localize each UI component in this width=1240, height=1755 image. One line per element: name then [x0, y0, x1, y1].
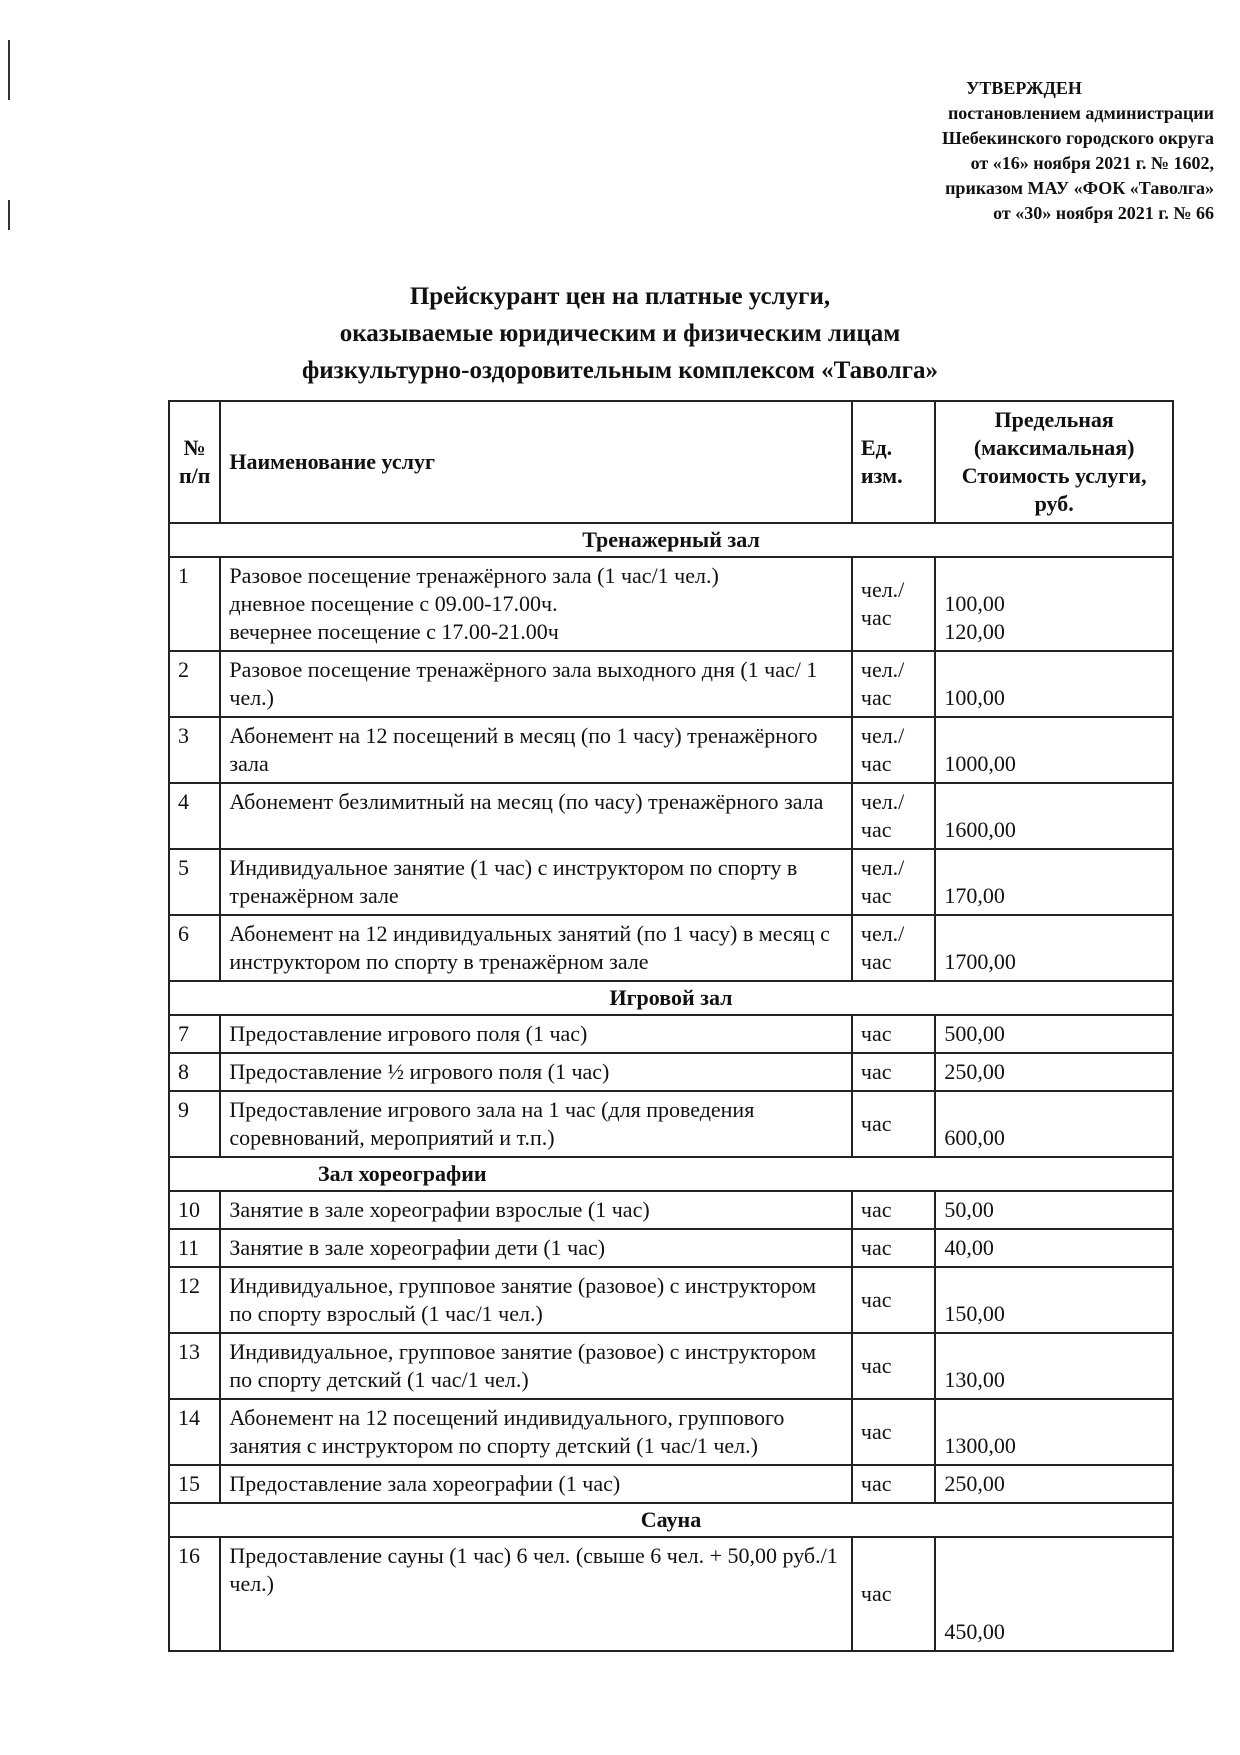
service-name-line: Разовое посещение тренажёрного зала (1 час/1 чел.): [229, 563, 719, 588]
service-name-line: вечернее посещение с 17.00-21.00ч: [229, 619, 559, 644]
service-price: [935, 849, 1173, 915]
table-row: [169, 717, 1173, 783]
price-value: 1300,00: [944, 1433, 1016, 1458]
row-number: 10: [169, 1191, 220, 1229]
unit-of-measure: чел./ час: [852, 717, 935, 783]
price-value: 250,00: [944, 1059, 1005, 1084]
service-price: [935, 1399, 1173, 1465]
price-value: 150,00: [944, 1301, 1005, 1326]
price-value: 100,00: [944, 685, 1005, 710]
service-name-line: Предоставление сауны (1 час) 6 чел. (свыше 6 чел. + 50,00 руб./1 чел.): [229, 1543, 838, 1596]
service-name: [220, 783, 852, 849]
table-row: [169, 1465, 1173, 1503]
section-row: [169, 1503, 1173, 1537]
service-price: [935, 651, 1173, 717]
scan-margin-mark: [8, 200, 10, 230]
document-title: [0, 278, 1240, 389]
section-row: [169, 523, 1173, 557]
service-name-line: Занятие в зале хореографии взрослые (1 час): [229, 1197, 650, 1222]
unit-of-measure: чел./ час: [852, 783, 935, 849]
table-row: [169, 1229, 1173, 1267]
service-name: [220, 1191, 852, 1229]
service-name-line: Предоставление игрового поля (1 час): [229, 1021, 588, 1046]
service-name: [220, 1537, 852, 1651]
table-row: [169, 1091, 1173, 1157]
unit-of-measure: час: [852, 1015, 935, 1053]
unit-of-measure: чел./ час: [852, 651, 935, 717]
approval-line: от «30» ноября 2021 г. № 66: [993, 203, 1214, 223]
table-row: [169, 1191, 1173, 1229]
price-value: 1000,00: [944, 751, 1016, 776]
service-name-line: Абонемент на 12 посещений индивидуального, группового занятия с инструктором по спорту детский (1 час/1 чел.): [229, 1405, 785, 1458]
section-title: Тренажерный зал: [169, 523, 1173, 557]
service-name-line: Абонемент на 12 посещений в месяц (по 1 часу) тренажёрного зала: [229, 723, 818, 776]
unit-of-measure: час: [852, 1091, 935, 1157]
service-price: [935, 1333, 1173, 1399]
service-price: [935, 557, 1173, 651]
price-table: [168, 400, 1174, 1652]
header-price: Предельная (максимальная) Стоимость услуги, руб.: [935, 401, 1173, 523]
service-name: [220, 717, 852, 783]
title-line: физкультурно-оздоровительным комплексом «Таволга»: [301, 357, 939, 384]
service-name-line: Абонемент на 12 индивидуальных занятий (по 1 часу) в месяц с инструктором по спорту в тренажёрном зале: [229, 921, 830, 974]
table-row: [169, 849, 1173, 915]
row-number: 2: [169, 651, 220, 717]
row-number: 1: [169, 557, 220, 651]
service-price: [935, 915, 1173, 981]
table-row: [169, 1333, 1173, 1399]
table-row: [169, 1015, 1173, 1053]
service-price: [935, 1053, 1173, 1091]
approval-line: приказом МАУ «ФОК «Таволга»: [945, 178, 1214, 198]
service-name-line: Абонемент безлимитный на месяц (по часу) тренажёрного зала: [229, 789, 824, 814]
service-name-line: Индивидуальное, групповое занятие (разовое) с инструктором по спорту детский (1 час/1 чел.): [229, 1339, 817, 1392]
table-row: [169, 1267, 1173, 1333]
service-name-line: Разовое посещение тренажёрного зала выходного дня (1 час/ 1 чел.): [229, 657, 818, 710]
service-name-line: Индивидуальное, групповое занятие (разовое) с инструктором по спорту взрослый (1 час/1 чел.): [229, 1273, 817, 1326]
title-line: оказываемые юридическим и физическим лицам: [339, 320, 901, 347]
unit-of-measure: чел./ час: [852, 849, 935, 915]
scan-margin-mark: [8, 40, 10, 100]
header-name: Наименование услуг: [220, 401, 852, 523]
service-name: [220, 1465, 852, 1503]
price-value: 40,00: [944, 1235, 994, 1260]
service-price: [935, 717, 1173, 783]
approval-line: постановлением администрации: [947, 103, 1214, 123]
service-name: [220, 1053, 852, 1091]
table-row: [169, 1053, 1173, 1091]
row-number: 9: [169, 1091, 220, 1157]
service-name-line: Индивидуальное занятие (1 час) с инструктором по спорту в тренажёрном зале: [229, 855, 798, 908]
title-line: Прейскурант цен на платные услуги,: [409, 283, 831, 310]
row-number: 4: [169, 783, 220, 849]
service-name: [220, 1015, 852, 1053]
table-row: [169, 1537, 1173, 1651]
service-name-line: Предоставление игрового зала на 1 час (для проведения соревнований, мероприятий и т.п.): [229, 1097, 755, 1150]
section-title: Зал хореографии: [169, 1157, 1173, 1191]
table-row: [169, 557, 1173, 651]
row-number: 14: [169, 1399, 220, 1465]
unit-of-measure: чел./ час: [852, 915, 935, 981]
service-name: [220, 1399, 852, 1465]
service-price: [935, 1229, 1173, 1267]
unit-of-measure: час: [852, 1053, 935, 1091]
unit-of-measure: час: [852, 1191, 935, 1229]
row-number: 12: [169, 1267, 220, 1333]
table-row: [169, 783, 1173, 849]
service-name-line: дневное посещение с 09.00-17.00ч.: [229, 591, 558, 616]
row-number: 7: [169, 1015, 220, 1053]
price-value: 130,00: [944, 1367, 1005, 1392]
row-number: 11: [169, 1229, 220, 1267]
service-name-line: Предоставление зала хореографии (1 час): [229, 1471, 621, 1496]
unit-of-measure: час: [852, 1537, 935, 1651]
price-value: 500,00: [944, 1021, 1005, 1046]
header-num: № п/п: [169, 401, 220, 523]
service-name: [220, 557, 852, 651]
service-price: [935, 1267, 1173, 1333]
price-value: 50,00: [944, 1197, 994, 1222]
price-value: 600,00: [944, 1125, 1005, 1150]
row-number: 3: [169, 717, 220, 783]
approval-line: Шебекинского городского округа: [942, 128, 1214, 148]
row-number: 13: [169, 1333, 220, 1399]
price-value: 120,00: [944, 619, 1005, 644]
price-value: 1700,00: [944, 949, 1016, 974]
table-row: [169, 915, 1173, 981]
price-value: 250,00: [944, 1471, 1005, 1496]
service-price: [935, 1465, 1173, 1503]
service-name: [220, 1333, 852, 1399]
service-name: [220, 915, 852, 981]
approval-line: от «16» ноября 2021 г. № 1602,: [970, 153, 1214, 173]
row-number: 6: [169, 915, 220, 981]
approval-title: УТВЕРЖДЕН: [966, 78, 1082, 98]
price-value: 170,00: [944, 883, 1005, 908]
price-value: 1600,00: [944, 817, 1016, 842]
unit-of-measure: час: [852, 1465, 935, 1503]
service-price: [935, 1091, 1173, 1157]
service-name-line: Занятие в зале хореографии дети (1 час): [229, 1235, 606, 1260]
service-name-line: Предоставление ½ игрового поля (1 час): [229, 1059, 610, 1084]
approval-block: [794, 76, 1214, 226]
unit-of-measure: час: [852, 1333, 935, 1399]
service-price: [935, 1191, 1173, 1229]
section-row: [169, 981, 1173, 1015]
unit-of-measure: час: [852, 1229, 935, 1267]
table-row: [169, 651, 1173, 717]
header-unit: Ед. изм.: [852, 401, 935, 523]
row-number: 8: [169, 1053, 220, 1091]
section-title: Игровой зал: [169, 981, 1173, 1015]
price-value: 450,00: [944, 1619, 1005, 1644]
unit-of-measure: чел./ час: [852, 557, 935, 651]
price-value: 100,00: [944, 591, 1005, 616]
service-name: [220, 849, 852, 915]
service-price: [935, 783, 1173, 849]
row-number: 16: [169, 1537, 220, 1651]
service-name: [220, 1229, 852, 1267]
unit-of-measure: час: [852, 1399, 935, 1465]
row-number: 5: [169, 849, 220, 915]
section-title: Сауна: [169, 1503, 1173, 1537]
unit-of-measure: час: [852, 1267, 935, 1333]
service-price: [935, 1537, 1173, 1651]
row-number: 15: [169, 1465, 220, 1503]
table-row: [169, 1399, 1173, 1465]
service-price: [935, 1015, 1173, 1053]
service-name: [220, 651, 852, 717]
service-name: [220, 1267, 852, 1333]
service-name: [220, 1091, 852, 1157]
table-body: [169, 523, 1173, 1651]
section-row: [169, 1157, 1173, 1191]
table-header-row: [169, 401, 1173, 523]
